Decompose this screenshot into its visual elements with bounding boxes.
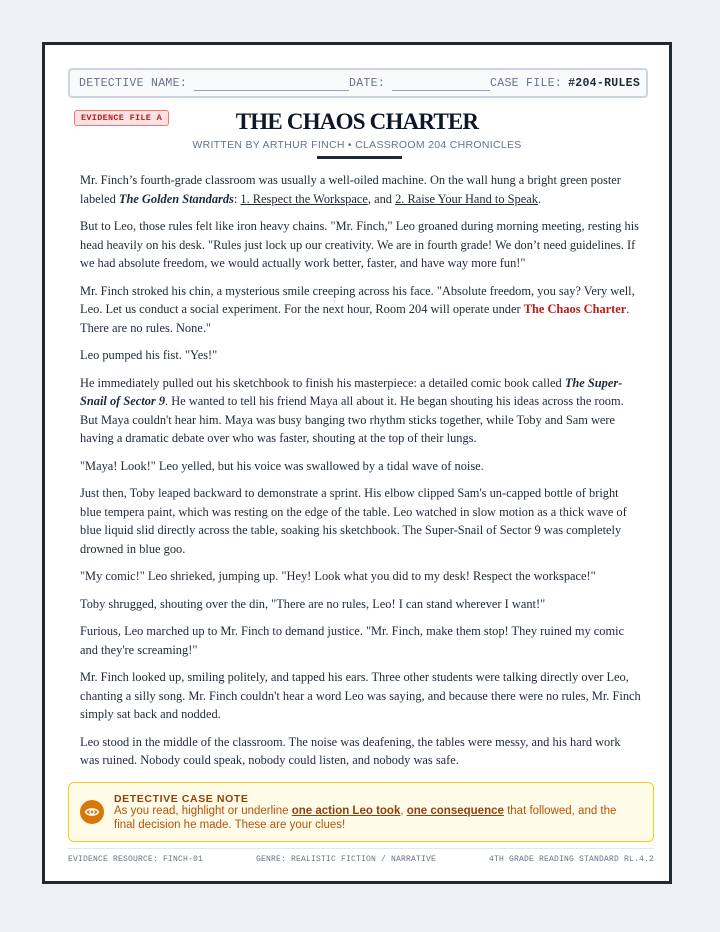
rule-one: 1. Respect the Workspace [240,191,368,206]
rule-two: 2. Raise Your Hand to Speak [395,191,538,206]
note-title: DETECTIVE CASE NOTE [114,793,249,805]
story-paragraph: "Maya! Look!" Leo yelled, but his voice was swallowed by a tidal wave of noise. [80,458,484,473]
case-header-bar [68,68,648,98]
clue-consequence: one consequence [406,805,504,817]
title-divider [317,156,402,159]
story-paragraph: But to Leo, those rules felt like iron heavy chains. "Mr. Finch," Leo groaned during morning meeting, resting his head heavily on his desk. "Rules just lock up our creativity. We are in fourth grade! We don’t need guidelines. If we had absolute freedom, we would actually work better, faster, and have way more fun!" [80,219,639,270]
date-field [349,76,490,91]
page-footer [68,855,654,864]
evidence-tag: EVIDENCE FILE A [74,110,169,126]
story-paragraph: Mr. Finch looked up, smiling politely, and tapped his ears. Three other students were talking directly over Leo, chanting a silly song. Mr. Finch couldn't hear a word Leo was saying, and because there were no rules, Mr. Finch simply sat back and nodded. [80,670,641,721]
story-paragraph: He immediately pulled out his sketchbook to finish his masterpiece: a detailed comic book called The Super-Snail of Sector 9. He wanted to tell his friend Maya all about it. He began shouting his ideas across the room. But Maya couldn't hear him. Maya was busy banging two rhythm sticks together, while Toby and Sam were having a dramatic debate over who was faster, shouting at the top of their lungs. [80,375,624,445]
detective-name-blank[interactable] [194,76,349,91]
footer-resource: EVIDENCE RESOURCE: FINCH-01 [68,855,204,864]
story-paragraph: Leo pumped his fist. "Yes!" [80,348,218,362]
footer-standard: 4TH GRADE READING STANDARD RL.4.2 [488,855,654,864]
detective-name-field [79,76,349,91]
eye-icon [80,800,104,824]
footer-divider [68,848,654,849]
story-paragraph: Mr. Finch’s fourth-grade classroom was usually a well-oiled machine. On the wall hung a bright green poster labeled The Golden Standards: 1. Respect the Workspace, and 2. Raise Your Hand to Speak. [80,173,621,206]
case-file-label: CASE FILE: [490,76,563,90]
story-body [80,171,642,774]
detective-case-note [68,782,654,842]
detective-name-label: DETECTIVE NAME: [79,76,188,90]
clue-action: one action Leo took [291,805,401,817]
story-paragraph: "My comic!" Leo shrieked, jumping up. "Hey! Look what you did to my desk! Respect the workspace!" [80,569,596,583]
footer-genre: GENRE: REALISTIC FICTION / NARRATIVE [255,855,437,864]
story-title: THE CHAOS CHARTER [235,109,479,134]
date-label: DATE: [349,76,386,90]
story-paragraph: Furious, Leo marched up to Mr. Finch to demand justice. "Mr. Finch, make them stop! They ruined my comic and they're screaming!" [80,624,625,657]
story-byline: WRITTEN BY ARTHUR FINCH • CLASSROOM 204 CHRONICLES [192,139,522,151]
chaos-charter-highlight: The Chaos Charter [523,302,627,316]
case-file-field [490,77,640,90]
note-body: As you read, highlight or underline one action Leo took, one consequence that followed, and the final decision he made. These are your clues! [114,805,617,831]
story-paragraph: Just then, Toby leaped backward to demonstrate a sprint. His elbow clipped Sam's un-capped bottle of bright blue tempera paint, which was resting on the edge of the table. Leo watched in slow motion as a thick wave of blue liquid slid directly across the table, soaking his sketchbook. The Super-Snail of Sector 9 was completely drowned in blue goo. [80,486,627,556]
case-file-value: #204-RULES [568,76,641,90]
story-paragraph: Leo stood in the middle of the classroom. The noise was deafening, the tables were messy, and his hard work was ruined. Nobody could speak, nobody could listen, and nobody was safe. [80,734,621,767]
story-paragraph: Mr. Finch stroked his chin, a mysterious smile creeping across his face. "Absolute freedom, you say? Very well, Leo. Let us conduct a social experiment. For the next hour, Room 204 will operate under The Chaos Charter. There are no rules. None." [80,283,635,335]
worksheet-page [42,42,672,884]
date-blank[interactable] [392,76,490,91]
story-paragraph: Toby shrugged, shouting over the din, "There are no rules, Leo! I can stand wherever I want!" [80,596,546,611]
poster-title: The Golden Standards [118,191,234,206]
comic-title: The Super-Snail of Sector 9 [80,375,623,408]
